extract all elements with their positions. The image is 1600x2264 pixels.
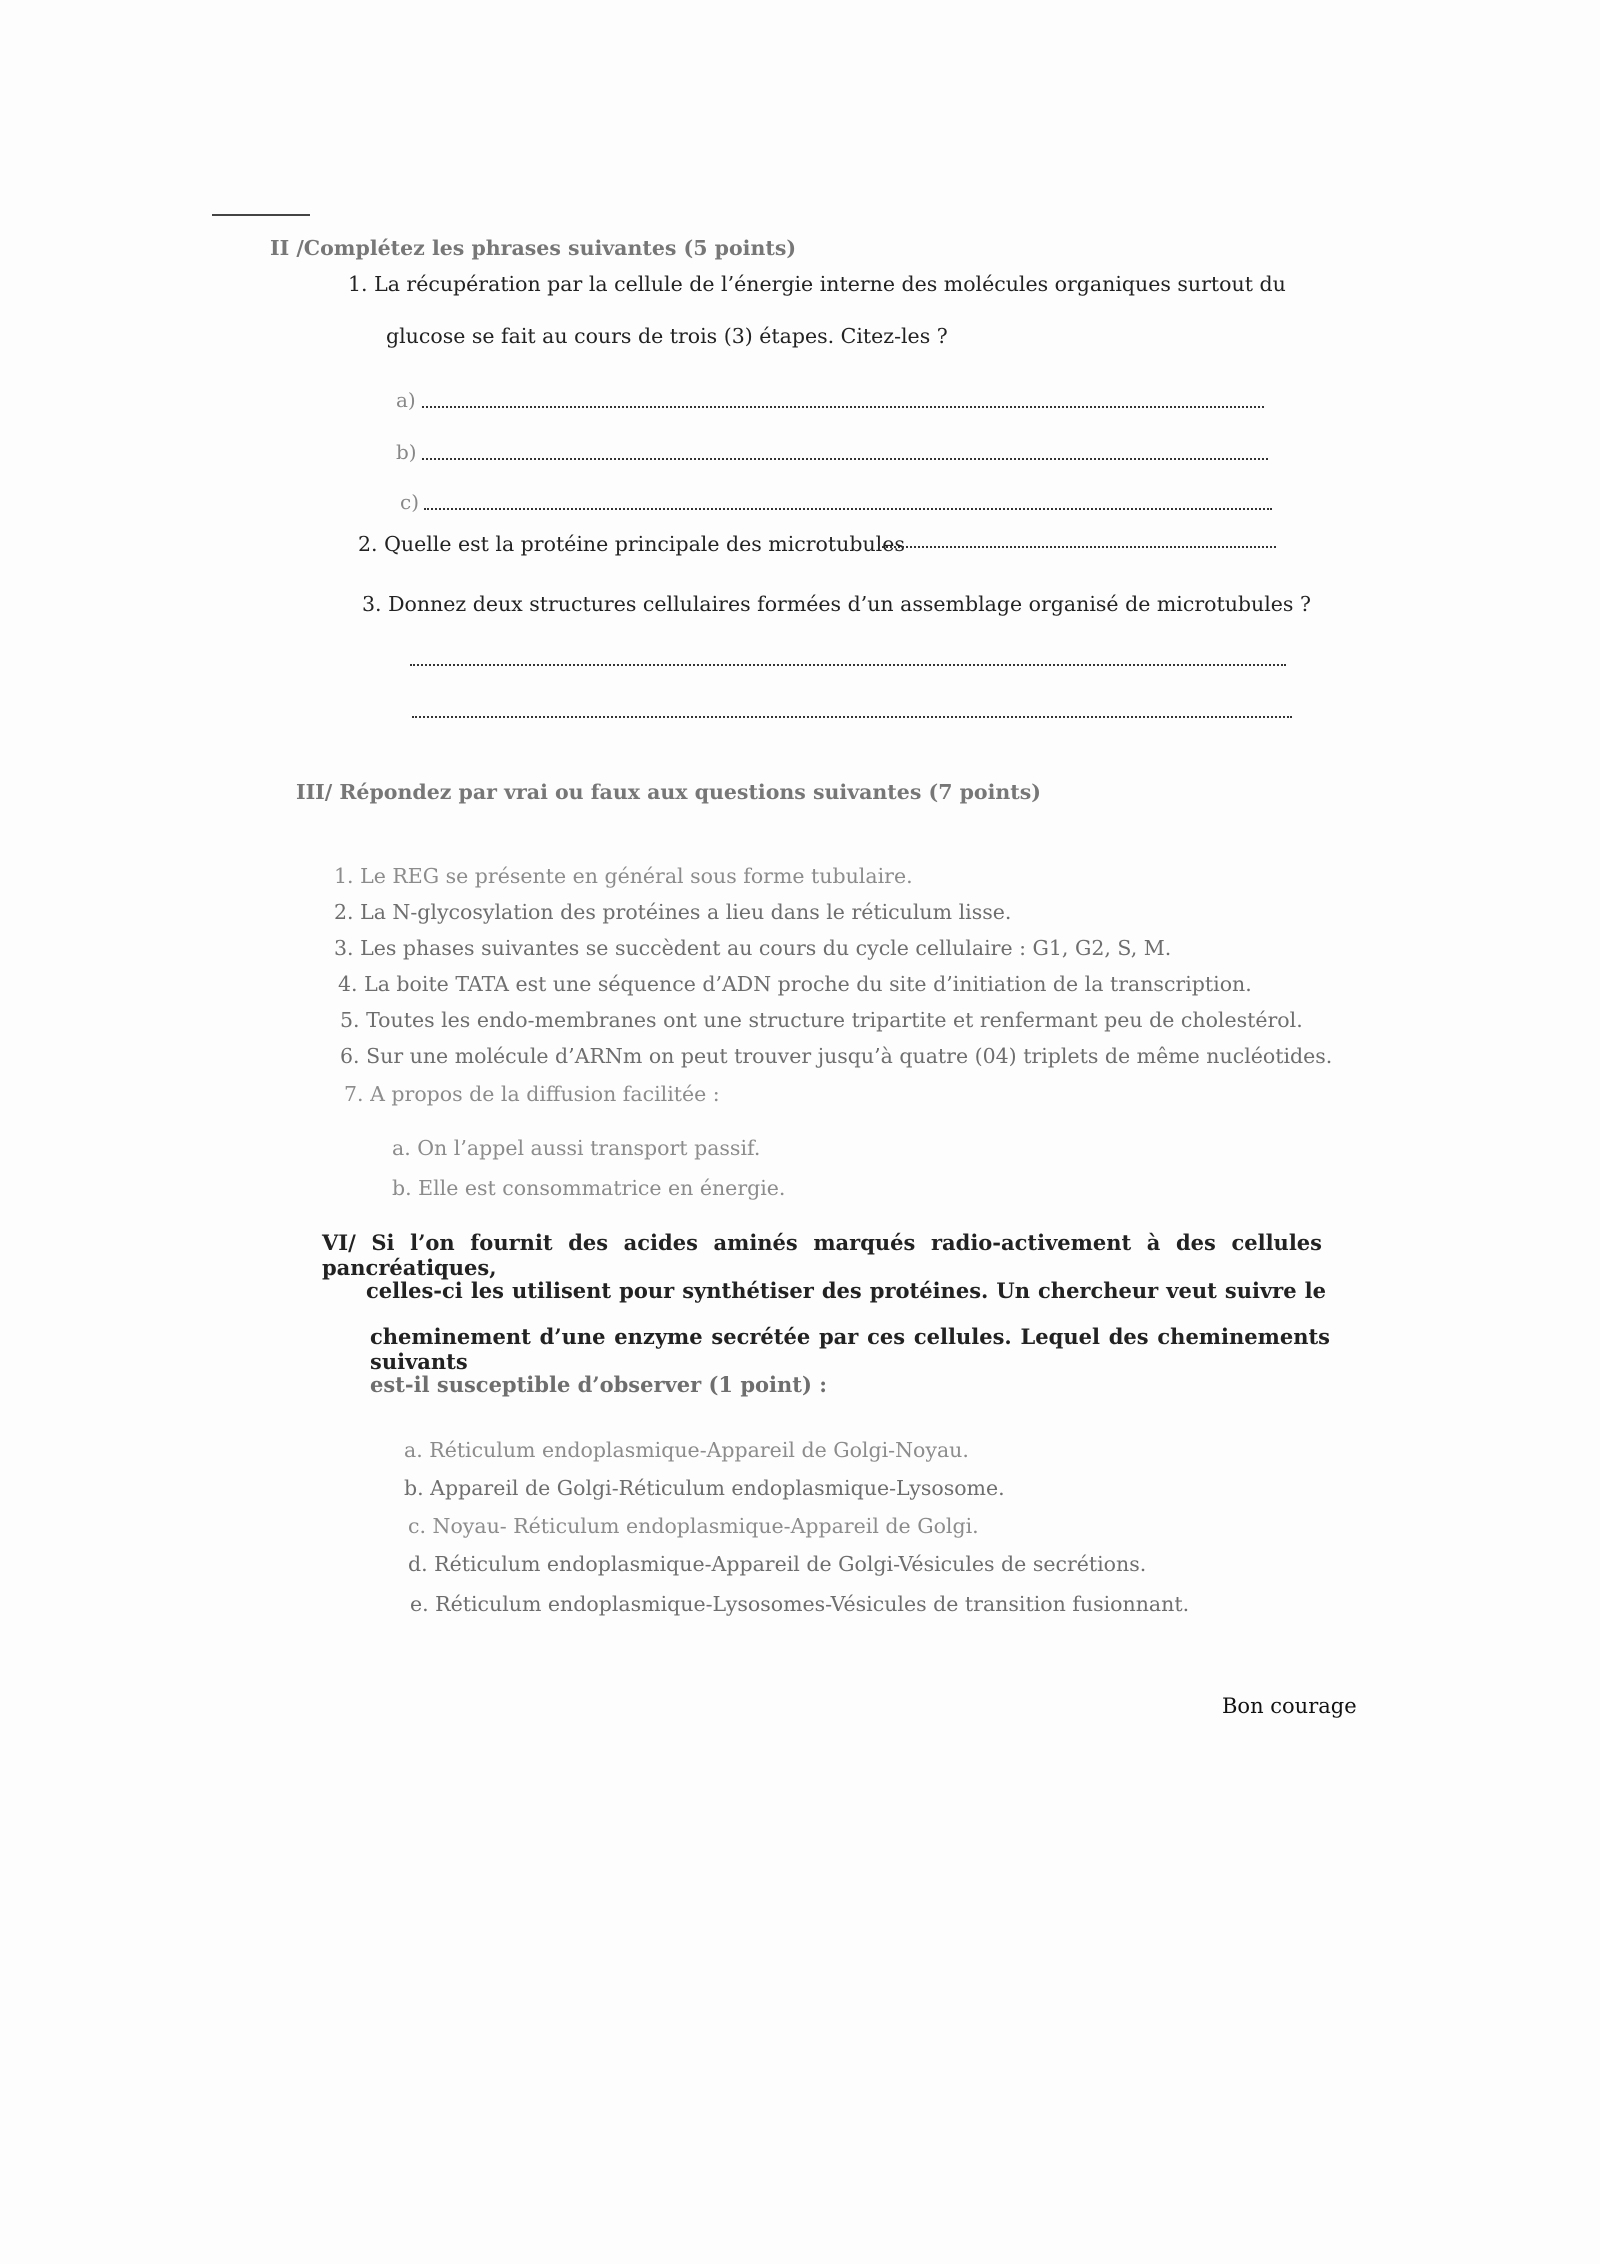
true-false-item-7: 7. A propos de la diffusion facilitée : <box>344 1082 720 1106</box>
question-2-3: 3. Donnez deux structures cellulaires formées d’un assemblage organisé de microtubules ? <box>362 592 1311 616</box>
answer-line-q3-2 <box>412 716 1292 718</box>
closing-note: Bon courage <box>1222 1694 1357 1718</box>
answer-label-b: b) <box>396 440 417 464</box>
answer-label-a: a) <box>396 388 416 412</box>
question-2-1-line-1: 1. La récupération par la cellule de l’énergie interne des molécules organiques surtout du <box>348 272 1286 296</box>
answer-line-b <box>422 458 1268 460</box>
question-2-2: 2. Quelle est la protéine principale des microtubules <box>358 532 905 556</box>
section-4-line-1: VI/ Si l’on fournit des acides aminés marqués radio-activement à des cellules pancréatiques, <box>322 1230 1322 1281</box>
true-false-subitem-b: b. Elle est consommatrice en énergie. <box>392 1176 786 1200</box>
option-c: c. Noyau- Réticulum endoplasmique-Appareil de Golgi. <box>408 1514 979 1538</box>
answer-line-a <box>422 406 1264 408</box>
answer-label-c: c) <box>400 490 420 514</box>
section-4-line-2: celles-ci les utilisent pour synthétiser des protéines. Un chercheur veut suivre le <box>366 1278 1326 1303</box>
true-false-item-4: 4. La boite TATA est une séquence d’ADN proche du site d’initiation de la transcription. <box>338 972 1252 996</box>
option-d: d. Réticulum endoplasmique-Appareil de Golgi-Vésicules de secrétions. <box>408 1552 1147 1576</box>
option-a: a. Réticulum endoplasmique-Appareil de Golgi-Noyau. <box>404 1438 969 1462</box>
answer-line-c <box>424 508 1272 510</box>
true-false-subitem-a: a. On l’appel aussi transport passif. <box>392 1136 761 1160</box>
answer-line-q3-1 <box>410 664 1286 666</box>
section-4-line-4: est-il susceptible d’observer (1 point) : <box>370 1372 827 1397</box>
true-false-item-3: 3. Les phases suivantes se succèdent au cours du cycle cellulaire : G1, G2, S, M. <box>334 936 1172 960</box>
section-4-line-3: cheminement d’une enzyme secrétée par ces cellules. Lequel des cheminements suivants <box>370 1324 1330 1375</box>
option-b: b. Appareil de Golgi-Réticulum endoplasmique-Lysosome. <box>404 1476 1005 1500</box>
true-false-item-6: 6. Sur une molécule d’ARNm on peut trouver jusqu’à quatre (04) triplets de même nucléotides. <box>340 1044 1333 1068</box>
section-2-heading: II /Complétez les phrases suivantes (5 points) <box>270 236 797 260</box>
option-e: e. Réticulum endoplasmique-Lysosomes-Vésicules de transition fusionnant. <box>410 1592 1190 1616</box>
question-2-1-line-2: glucose se fait au cours de trois (3) étapes. Citez-les ? <box>386 324 948 348</box>
true-false-item-1: 1. Le REG se présente en général sous forme tubulaire. <box>334 864 913 888</box>
answer-line-q2 <box>878 546 1276 548</box>
section-3-heading: III/ Répondez par vrai ou faux aux questions suivantes (7 points) <box>296 780 1042 804</box>
true-false-item-5: 5. Toutes les endo-membranes ont une structure tripartite et renfermant peu de cholestérol. <box>340 1008 1303 1032</box>
top-rule <box>212 214 310 216</box>
true-false-item-2: 2. La N-glycosylation des protéines a lieu dans le réticulum lisse. <box>334 900 1012 924</box>
